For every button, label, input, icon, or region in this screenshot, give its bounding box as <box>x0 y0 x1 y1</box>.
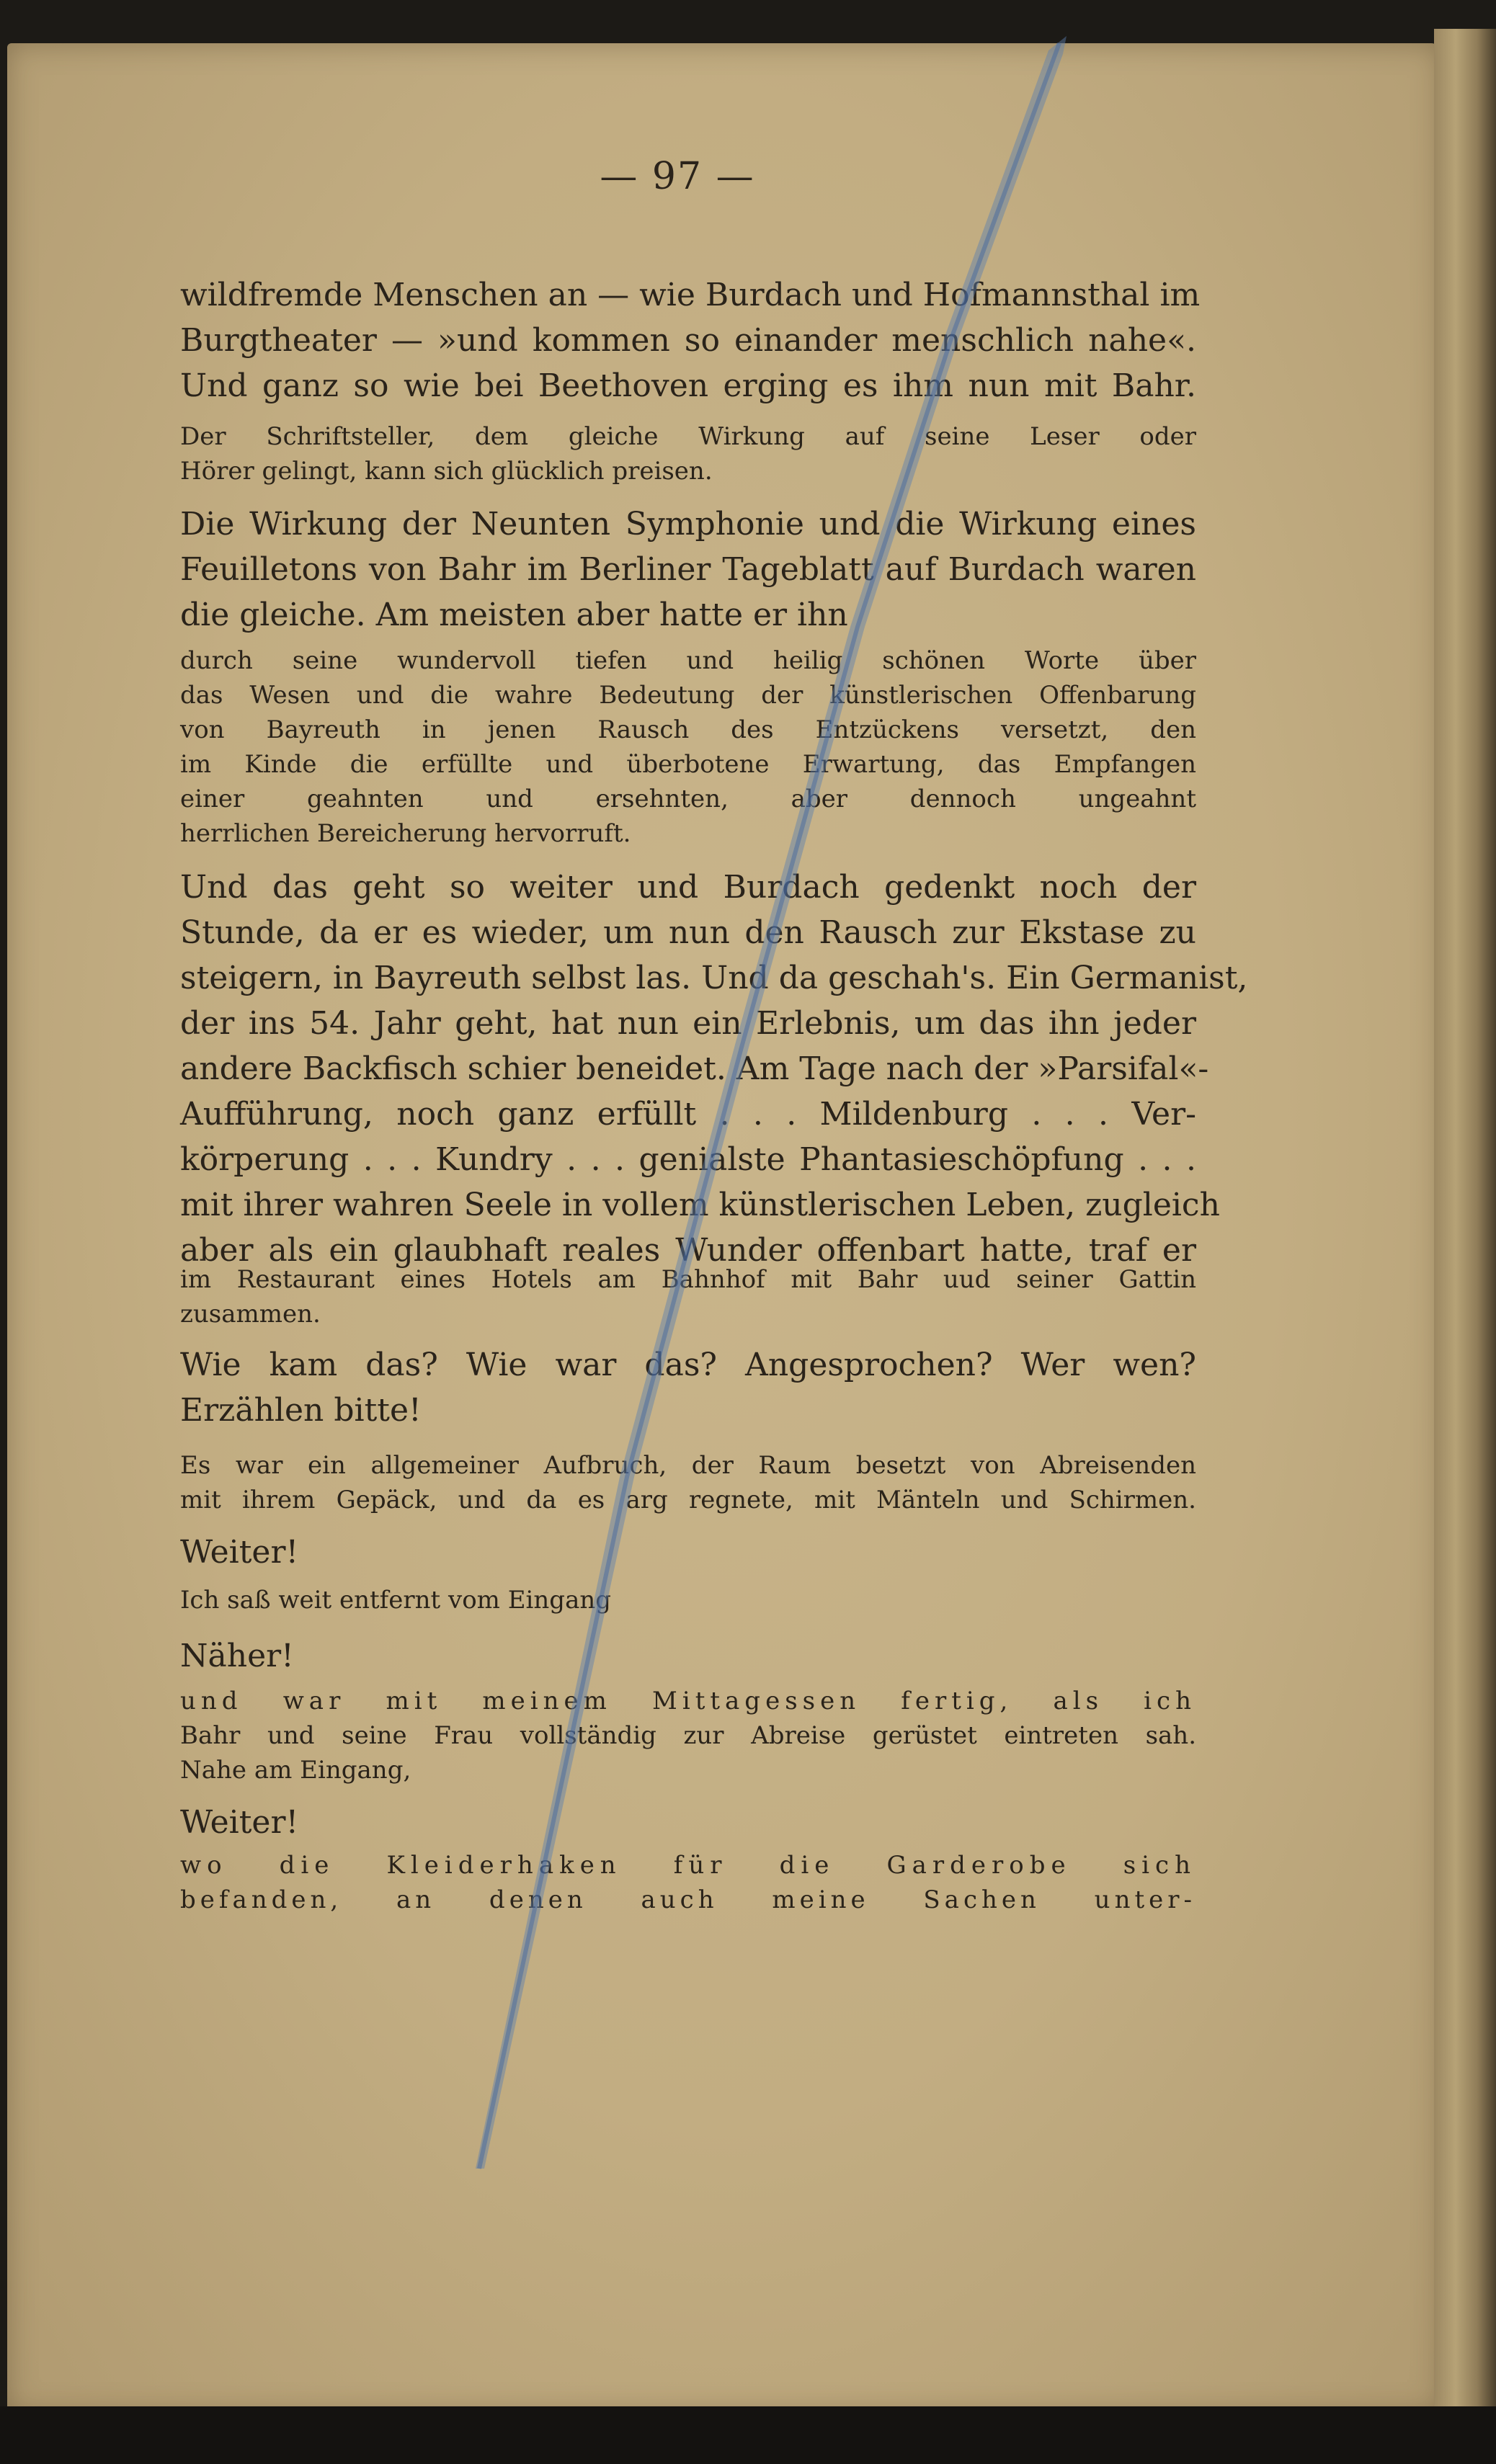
text-line: Bahr und seine Frau vollständig zur Abreise gerüstet eintreten sah. <box>180 1721 1196 1750</box>
text-line: Erzählen bitte! <box>180 1392 422 1429</box>
text-line: Ich saß weit entfernt vom Eingang <box>180 1586 612 1615</box>
text-line: wo die Kleiderhaken für die Garderobe sich <box>180 1851 1196 1880</box>
paragraph-4 <box>180 643 1196 851</box>
book-spine <box>1434 29 1496 2414</box>
paragraph-3 <box>180 501 1196 638</box>
paragraph-8 <box>180 1448 1196 1517</box>
paragraph-7 <box>180 1342 1196 1433</box>
paragraph-9 <box>180 1530 1196 1575</box>
text-line: Und das geht so weiter und Burdach gedenkt noch der <box>180 869 1196 906</box>
text-line: Feuilletons von Bahr im Berliner Tageblatt auf Burdach waren <box>180 551 1196 588</box>
text-line: herrlichen Bereicherung hervorruft. <box>180 819 631 848</box>
paragraph-1 <box>180 272 1201 409</box>
text-line: und war mit meinem Mittagessen fertig, als ich <box>180 1687 1196 1715</box>
text-line: die gleiche. Am meisten aber hatte er ihn <box>180 597 848 633</box>
paragraph-5 <box>180 865 1248 1273</box>
text-line: Näher! <box>180 1638 294 1674</box>
text-line: Nahe am Eingang, <box>180 1756 411 1785</box>
paragraph-6 <box>180 1262 1196 1331</box>
text-line: mit ihrem Gepäck, und da es arg regnete, mit Mänteln und Schirmen. <box>180 1486 1196 1514</box>
text-line: befanden, an denen auch meine Sachen unter- <box>180 1885 1196 1914</box>
text-line: Weiter! <box>180 1534 299 1571</box>
paragraph-13 <box>180 1800 1196 1845</box>
text-line: körperung . . . Kundry . . . genialste Phantasieschöpfung . . . <box>180 1141 1196 1178</box>
text-line: Wie kam das? Wie war das? Angesprochen? Wer wen? <box>180 1347 1196 1383</box>
text-line: mit ihrer wahren Seele in vollem künstlerischen Leben, zugleich <box>180 1187 1220 1223</box>
scan-background <box>0 2406 1496 2464</box>
paragraph-10 <box>180 1583 1196 1617</box>
text-line: von Bayreuth in jenen Rausch des Entzückens versetzt, den <box>180 715 1196 744</box>
text-line: Der Schriftsteller, dem gleiche Wirkung auf seine Leser oder <box>180 422 1196 451</box>
text-line: das Wesen und die wahre Bedeutung der künstlerischen Offenbarung <box>180 681 1196 710</box>
text-line: andere Backfisch schier beneidet. Am Tage nach der »Parsifal«- <box>180 1050 1209 1087</box>
text-line: Die Wirkung der Neunten Symphonie und die Wirkung eines <box>180 506 1196 543</box>
page-number: — 97 — <box>600 155 755 198</box>
text-line: zusammen. <box>180 1300 321 1329</box>
paragraph-12 <box>180 1684 1196 1787</box>
text-line: der ins 54. Jahr geht, hat nun ein Erlebnis, um das ihn jeder <box>180 1005 1196 1042</box>
text-line: wildfremde Menschen an — wie Burdach und Hofmannsthal im <box>180 277 1201 313</box>
text-line: steigern, in Bayreuth selbst las. Und da geschah's. Ein Germanist, <box>180 960 1248 996</box>
text-line: durch seine wundervoll tiefen und heilig schönen Worte über <box>180 646 1196 675</box>
paragraph-14 <box>180 1848 1196 1917</box>
text-line: Und ganz so wie bei Beethoven erging es ihm nun mit Bahr. <box>180 367 1196 404</box>
text-line: Weiter! <box>180 1804 299 1841</box>
text-line: Aufführung, noch ganz erfüllt . . . Mildenburg . . . Ver- <box>180 1096 1196 1133</box>
text-line: im Kinde die erfüllte und überbotene Erwartung, das Empfangen <box>180 750 1196 779</box>
paragraph-2 <box>180 419 1196 488</box>
text-line: aber als ein glaubhaft reales Wunder offenbart hatte, traf er <box>180 1232 1196 1269</box>
text-line: einer geahnten und ersehnten, aber dennoch ungeahnt <box>180 785 1196 813</box>
text-line: Stunde, da er es wieder, um nun den Rausch zur Ekstase zu <box>180 914 1196 951</box>
text-line: Hörer gelingt, kann sich glücklich preisen. <box>180 457 713 486</box>
text-line: im Restaurant eines Hotels am Bahnhof mit Bahr uud seiner Gattin <box>180 1265 1196 1294</box>
text-line: Es war ein allgemeiner Aufbruch, der Raum besetzt von Abreisenden <box>180 1451 1196 1480</box>
text-line: Burgtheater — »und kommen so einander menschlich nahe«. <box>180 322 1196 359</box>
paragraph-11 <box>180 1633 1196 1679</box>
